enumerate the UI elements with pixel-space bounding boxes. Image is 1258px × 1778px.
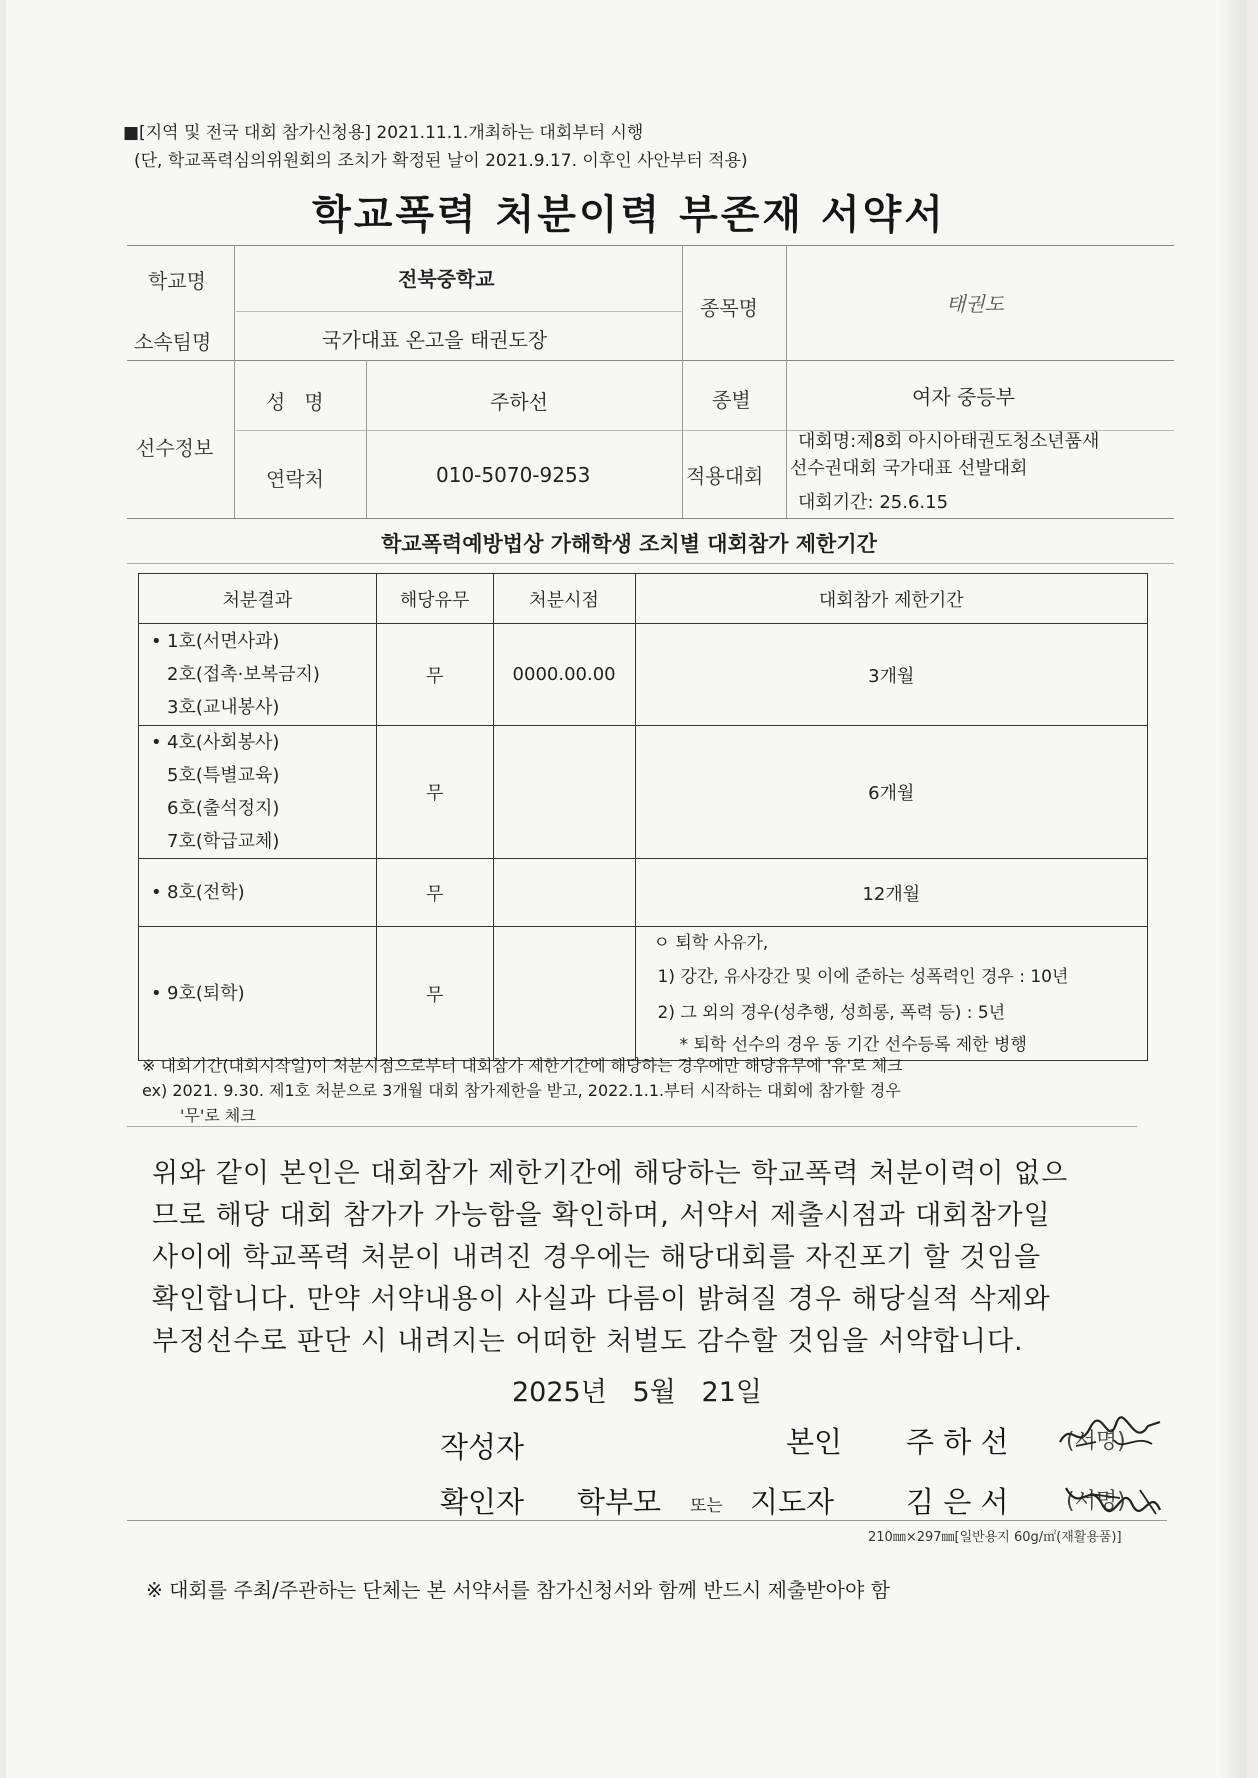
school-value: 전북중학교: [398, 267, 495, 291]
competition-line-2: 선수권대회 국가대표 선발대회: [790, 458, 1028, 479]
note-1: ※ 대회기간(대회시작일)이 처분시점으로부터 대회참가 제한기간에 해당하는 경우에만 해당유무에 '유'로 체크: [142, 1056, 903, 1075]
result-item: 6호(출석정지): [167, 798, 280, 819]
category-label: 종별: [712, 388, 751, 412]
contact-value: 010-5070-9253: [436, 463, 591, 487]
info-col-rule-2: [366, 360, 367, 518]
result-cell: • 8호(전학): [139, 859, 377, 927]
pledge-line: 위와 같이 본인은 대회참가 제한기간에 해당하는 학교폭력 처분이력이 없으: [152, 1158, 1069, 1189]
notes-rule: [127, 1126, 1137, 1127]
category-value: 여자 중등부: [912, 385, 1015, 409]
table-row: [139, 859, 1148, 927]
period-cell: 12개월: [635, 859, 1147, 927]
competition-line-1: 대회명:제8회 아시아태권도청소년품새: [798, 431, 1100, 452]
school-label: 학교명: [148, 269, 206, 293]
result-cell: • 4호(사회봉사) 5호(특별교육) 6호(출석정지) 7호(학급교체): [139, 726, 377, 859]
result-cell: • 9호(퇴학): [139, 927, 377, 1061]
applicable-cell: 무: [376, 927, 493, 1061]
info-col-rule-3: [682, 245, 683, 518]
self-label: 본인: [786, 1425, 843, 1459]
competition-label: 적용대회: [686, 464, 764, 488]
confirmer-label: 확인자: [440, 1485, 525, 1519]
writer-label: 작성자: [440, 1430, 525, 1464]
header-date: 처분시점: [493, 574, 635, 624]
note-2-continued: '무'로 체크: [180, 1106, 256, 1125]
team-label: 소속팀명: [134, 330, 212, 354]
competition-line-3: 대회기간: 25.6.15: [798, 492, 949, 513]
period-line: 1) 강간, 유사강간 및 이에 준하는 성폭력인 경우 : 10년: [657, 967, 1069, 987]
result-item: 5호(특별교육): [167, 765, 280, 786]
result-item: 8호(전학): [167, 882, 245, 903]
info-top-rule: [127, 245, 1174, 246]
info-rule-2: [127, 360, 1174, 361]
notice-line-2: (단, 학교폭력심의위원회의 조치가 확정된 날이 2021.9.17. 이후인 사안부터 적용): [134, 151, 748, 171]
coach-sign-placeholder: (서명): [1066, 1489, 1126, 1514]
name-label: 성 명: [266, 390, 324, 414]
date-cell: [493, 726, 635, 859]
self-sign-placeholder: (서명): [1066, 1429, 1126, 1454]
info-col-rule-1: [234, 245, 235, 518]
table-row: [139, 726, 1148, 859]
date-cell: [493, 859, 635, 927]
or-label: 또는: [690, 1496, 723, 1516]
applicable-cell: 무: [376, 624, 493, 726]
result-item: 9호(퇴학): [167, 983, 245, 1004]
signature-mark: [1056, 1412, 1166, 1458]
period-line: ㅇ 퇴학 사유가,: [653, 933, 769, 953]
result-item: 2호(접촉·보복금지): [167, 664, 320, 685]
self-name: 주 하 선: [906, 1425, 1009, 1459]
table-header-row: [139, 574, 1148, 624]
info-bottom-rule: [127, 518, 1174, 519]
pledge-line: 부정선수로 판단 시 내려지는 어떠한 처벌도 감수할 것임을 서약합니다.: [152, 1326, 1024, 1357]
period-cell: 3개월: [635, 624, 1147, 726]
signature-rule: [127, 1520, 1167, 1521]
restriction-table: [138, 573, 1148, 1061]
pledge-line: 사이에 학교폭력 처분이 내려진 경우에는 해당대회를 자진포기 할 것임을: [152, 1242, 1042, 1273]
team-value: 국가대표 온고을 태권도장: [322, 328, 548, 352]
coach-label: 지도자: [750, 1485, 835, 1519]
pledge-line: 므로 해당 대회 참가가 가능함을 확인하며, 서약서 제출시점과 대회참가일: [152, 1200, 1051, 1231]
period-cell: 6개월: [635, 726, 1147, 859]
date-cell: 0000.00.00: [493, 624, 635, 726]
signature-mark: [1060, 1474, 1170, 1520]
document-title: 학교폭력 처분이력 부존재 서약서: [312, 192, 946, 238]
note-2: ex) 2021. 9.30. 제1호 처분으로 3개월 대회 참가제한을 받고, 2022.1.1.부터 시작하는 대회에 참가할 경우: [142, 1081, 901, 1100]
parent-label: 학부모: [577, 1485, 662, 1519]
notice-line-1: ■[지역 및 전국 대회 참가신청용] 2021.11.1.개최하는 대회부터 시행: [123, 123, 644, 143]
table-row: [139, 927, 1148, 1061]
period-line: 2) 그 외의 경우(성추행, 성희롱, 폭력 등) : 5년: [657, 1003, 1006, 1023]
athlete-info-label: 선수정보: [136, 436, 214, 460]
header-applicable: 해당유무: [376, 574, 493, 624]
name-value: 주하선: [490, 390, 548, 414]
header-result: 처분결과: [139, 574, 377, 624]
applicable-cell: 무: [376, 859, 493, 927]
result-item: 7호(학급교체): [167, 831, 280, 852]
applicable-cell: 무: [376, 726, 493, 859]
pledge-line: 확인합니다. 만약 서약내용이 사실과 다름이 밝혀질 경우 해당실적 삭제와: [152, 1284, 1051, 1315]
pledge-date: 2025년 5월 21일: [512, 1377, 762, 1408]
period-cell: [635, 927, 1147, 1061]
event-label: 종목명: [700, 296, 758, 320]
footer-note: ※ 대회를 주최/주관하는 단체는 본 서약서를 참가신청서와 함께 반드시 제출받아야 함: [146, 1578, 890, 1602]
coach-name: 김 은 서: [906, 1485, 1009, 1519]
heading-rule: [127, 563, 1174, 564]
date-cell: [493, 927, 635, 1061]
info-mid-rule: [236, 311, 683, 312]
header-period: 대회참가 제한기간: [635, 574, 1147, 624]
restriction-heading: 학교폭력예방법상 가해학생 조치별 대회참가 제한기간: [381, 532, 877, 556]
info-col-rule-4: [786, 245, 787, 518]
result-item: 3호(교내봉사): [167, 697, 280, 718]
contact-label: 연락처: [266, 467, 324, 491]
result-item: 4호(사회봉사): [167, 732, 280, 753]
table-row: [139, 624, 1148, 726]
result-item: 1호(서면사과): [167, 631, 280, 652]
paper-spec: 210㎜×297㎜[일반용지 60g/㎡(재활용품)]: [868, 1530, 1122, 1545]
period-line: * 퇴학 선수의 경우 동 기간 선수등록 제한 병행: [679, 1035, 1027, 1055]
event-value: 태권도: [946, 292, 1004, 316]
result-cell: • 1호(서면사과) 2호(접촉·보복금지) 3호(교내봉사): [139, 624, 377, 726]
